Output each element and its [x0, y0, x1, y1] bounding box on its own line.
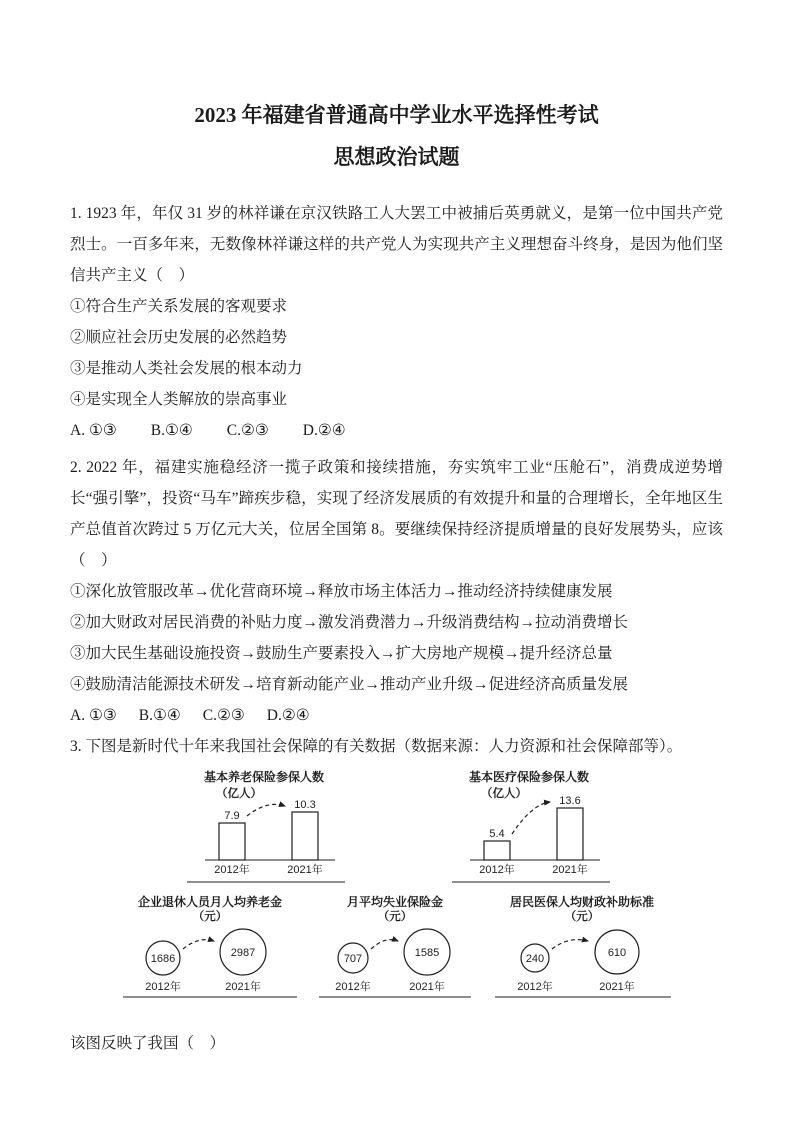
increase-arrow [371, 940, 398, 949]
chart-title: 居民医保人均财政补助标准 [509, 895, 654, 909]
q2-choice-b: B.①④ [138, 707, 181, 724]
chart-title: 月平均失业保险金 [346, 895, 443, 909]
q3-stem: 3. 下图是新时代十年来我国社会保障的有关数据（数据来源：人力资源和社会保障部等）。 [70, 738, 683, 755]
increase-arrow [183, 940, 214, 949]
value-2012: 5.4 [489, 828, 505, 840]
category-2021: 2021年 [598, 981, 635, 993]
category-2021: 2021年 [408, 981, 445, 993]
q1-stem: 1. 1923 年，年仅 31 岁的林祥谦在京汉铁路工人大罢工中被捕后英勇就义，是第一位中国共产党烈士。一百多年来，无数像林祥谦这样的共产党人为实现共产主义理想奋斗终身，是因为他们坚信共产主义（ ） [70, 205, 723, 284]
doc-title: 2023 年福建省普通高中学业水平选择性考试 [194, 103, 599, 127]
q2-stem: 2. 2022 年，福建实施稳经济一揽子政策和接续措施，夯实筑牢工业“压舱石”，消费成逆势增长“强引擎”，投资“马车”蹄疾步稳，实现了经济发展质的有效提升和量的合理增长，全年地区生产总值首次跨过 5 万亿元大关，位居全国第 8。要继续保持经济提质增量的良好发展势头，应该（ ） [70, 459, 723, 569]
category-2012: 2012年 [479, 864, 515, 876]
category-2012: 2012年 [144, 981, 181, 993]
category-2012: 2012年 [214, 864, 250, 876]
q1-option-1: ①符合生产关系发展的客观要求 [70, 298, 288, 315]
category-2012: 2012年 [334, 981, 371, 993]
value-2021: 10.3 [294, 799, 316, 811]
q1-choices [70, 415, 723, 446]
increase-arrow [552, 940, 588, 949]
value-2012: 707 [343, 953, 362, 965]
chart-retiree-monthly-pension [119, 894, 301, 1000]
chart-medical-fiscal-subsidy [489, 894, 675, 1000]
q1-option-2: ②顺应社会历史发展的必然趋势 [70, 329, 288, 346]
chart-basic-medical-participants [424, 768, 634, 886]
q2-choice-d: D.②④ [266, 707, 310, 724]
q1-choice-c: C.②③ [226, 422, 269, 439]
increase-arrow [247, 804, 285, 816]
chart-title: 企业退休人员月人均养老金 [137, 895, 282, 909]
bar-2012 [219, 823, 245, 860]
figure-top-row [70, 768, 723, 886]
category-2021: 2021年 [224, 981, 261, 993]
chart-unemployment-benefit [315, 894, 475, 1000]
q3-tail: 该图反映了我国（ ） [70, 1035, 226, 1052]
q1-option-4: ④是实现全人类解放的崇高事业 [70, 391, 288, 408]
figure-bottom-row [70, 894, 723, 1000]
bar-2012 [484, 841, 510, 860]
q3-figure [70, 768, 723, 1000]
bar-2021 [557, 808, 583, 860]
chart-title: 基本医疗保险参保人数 [468, 770, 590, 784]
doc-subtitle: 思想政治试题 [333, 145, 460, 169]
category-2012: 2012年 [516, 981, 553, 993]
q2-choices [70, 700, 723, 731]
value-2021: 13.6 [559, 795, 581, 807]
chart-title: 基本养老保险参保人数 [203, 770, 325, 784]
chart-unit-label: （元） [192, 911, 227, 923]
chart-unit-label: （元） [377, 911, 412, 923]
q2-option-2: ②加大财政对居民消费的补贴力度→激发消费潜力→升级消费结构→拉动消费增长 [70, 614, 629, 631]
value-2021: 1585 [414, 947, 439, 959]
bar-2021 [292, 812, 318, 860]
q1-option-3: ③是推动人类社会发展的根本动力 [70, 360, 303, 377]
q2-option-3: ③加大民生基础设施投资→鼓励生产要素投入→扩大房地产规模→提升经济总量 [70, 645, 613, 662]
chart-basic-pension-participants [159, 768, 369, 886]
category-2021: 2021年 [552, 864, 588, 876]
value-2012: 7.9 [224, 810, 240, 822]
value-2021: 2987 [230, 947, 255, 959]
chart-unit-label: （亿人） [216, 788, 262, 800]
chart-unit-label: （元） [564, 911, 599, 923]
q2-choice-a: A. ①③ [70, 707, 117, 724]
value-2012: 240 [525, 953, 544, 965]
chart-unit-label: （亿人） [481, 788, 527, 800]
q2-option-1: ①深化放管服改革→优化营商环境→释放市场主体活力→推动经济持续健康发展 [70, 583, 613, 600]
category-2021: 2021年 [287, 864, 323, 876]
q1-choice-b: B.①④ [150, 422, 193, 439]
value-2021: 610 [607, 947, 626, 959]
value-2012: 1686 [150, 953, 175, 965]
increase-arrow [512, 802, 550, 834]
q1-choice-d: D.②④ [302, 422, 346, 439]
q1-choice-a: A. ①③ [70, 422, 117, 439]
q2-option-4: ④鼓励清洁能源技术研发→培育新动能产业→推动产业升级→促进经济高质量发展 [70, 676, 629, 693]
q2-choice-c: C.②③ [202, 707, 245, 724]
